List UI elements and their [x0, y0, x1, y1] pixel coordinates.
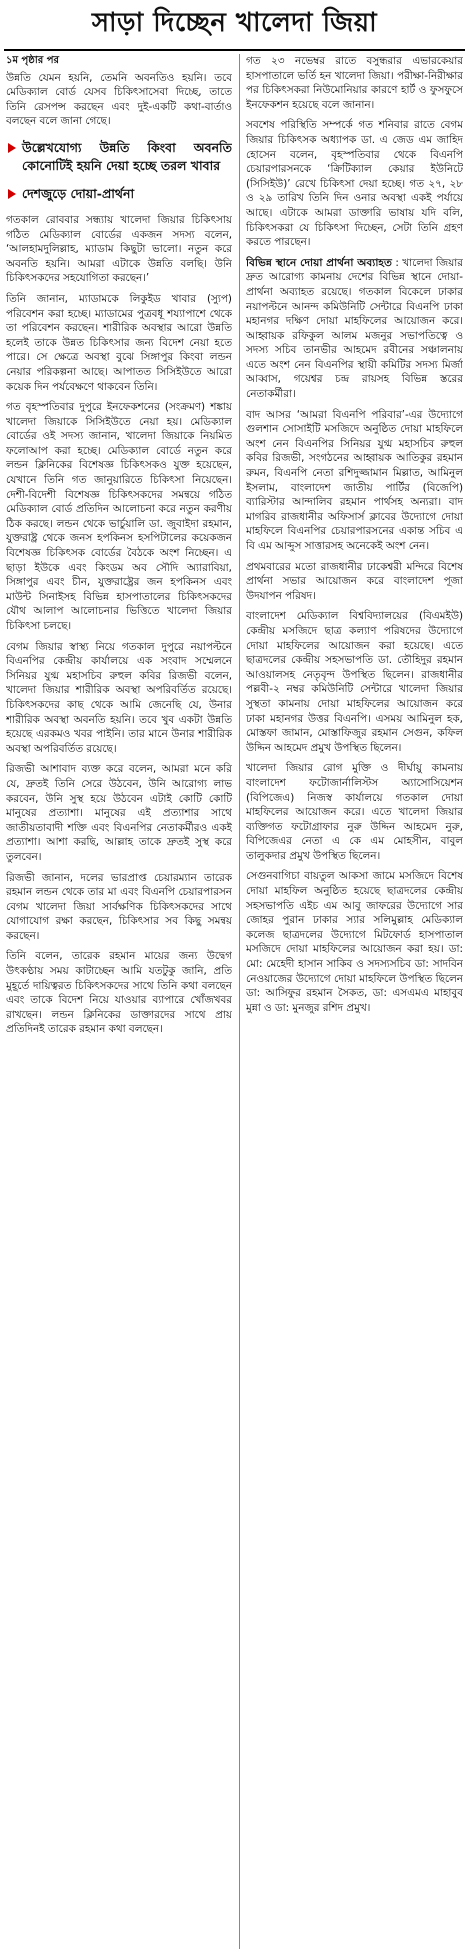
highlight-bullet: দেশজুড়ে দোয়া-প্রার্থনা [6, 185, 232, 203]
paragraph: গতকাল রোববার সন্ধ্যায় খালেদা জিয়ার চিকিৎসায় গঠিত মেডিক্যাল বোর্ডের একজন সদস্য বলেন, ‘আলহামদুলিল্লাহ, ম্যাডাম কিছুটা ভালো। নতুন করে অবনতি হয়নি। আমরা এটাকে উন্নতি বলছি। উনি চিকিৎসকদের সহযোগিতা করছেন।’ [6, 213, 232, 285]
paragraph: সেগুনবাগিচা বায়তুল আকসা জামে মসজিদে বিশেষ দোয়া মাহফিল অনুষ্ঠিত হয়েছে ছাত্রদলের কেন্দ্রীয় সহসভাপতি এইচ এম আবু জাফরের উদ্যোগে সার জোহর পুরান ঢাকার স্যার সলিমুল্লাহ মেডিক্যাল কলেজ ছাত্রদলের উদ্যোগে মিটফোর্ড হাসপাতাল মসজিদে দোয়া মাহফিলের আয়োজন করা হয়। ডা: মো: মেহেদী হাসান সাকিব ও সদস্যসচিব ডা: সাদবিন নেওয়াজের উদ্যোগে দোয়া মাহফিলে উপস্থিত ছিলেন ডা: আসিফুর রহমান সৈকত, ডা: এসএমএ মাহাবুব মুন্না ও ডা: মুনজুর রশিদ প্রমুখ। [246, 870, 463, 1014]
headline-rule [4, 49, 465, 51]
paragraph: প্রথমবারের মতো রাজধানীর ঢাকেশ্বরী মন্দিরে বিশেষ প্রার্থনা সভার আয়োজন করে বাংলাদেশ পূজা উদযাপন পরিষদ। [246, 560, 463, 602]
paragraph: গত ২৩ নভেম্বর রাতে বসুন্ধরার এভারকেয়ার হাসপাতালে ভর্তি হন খালেদা জিয়া। পরীক্ষা-নিরীক্ষার পর চিকিৎসকরা নিউমোনিয়ার কারণে হার্ট ও ফুসফুসে ইনফেকশন হয়েছে বলে জানান। [246, 55, 463, 111]
paragraph: তিনি জানান, ম্যাডামকে লিকুইড খাবার (স্যুপ) পরিবেশন করা হচ্ছে। ম্যাডামের পুত্রবধূ শয্যাপাশে থেকে তা পরিবেশন করছেন। শারীরিক অবস্থার আরো উন্নতি হলেই তাকে উন্নত চিকিৎসার জন্য বিদেশ নেয়া হতে পারে। সে ক্ষেত্রে অবস্থা বুঝে সিঙ্গাপুর কিংবা লন্ডন নেয়ার পরিকল্পনা আছে। আপাতত সিসিইউতে আরো কয়েক দিন পর্যবেক্ষণে থাকবেন তিনি। [6, 292, 232, 393]
paragraph: খালেদা জিয়ার রোগ মুক্তি ও দীর্ঘায়ু কামনায় বাংলাদেশ ফটোজার্নালিস্টস অ্যাসোসিয়েশন (বিপিজেএ) নিজস্ব কার্যালয়ে গতকাল দোয়া মাহফিলের আয়োজন করে। এতে খালেদা জিয়ার ব্যক্তিগত ফটোগ্রাফার নুরু উদ্দিন আহমেদ নুরু, বিপিজেএর নেতা এ কে এম মোহসীন, বাবুল তালুকদার প্রমুখ উপস্থিত ছিলেন। [246, 762, 463, 862]
paragraph: সবশেষ পরিস্থিতি সম্পর্কে গত শনিবার রাতে বেগম জিয়ার চিকিৎসক অধ্যাপক ডা. এ জেড এম জাহিদ হোসেন বলেন, বৃহস্পতিবার থেকে বিএনপি চেয়ারপারসনকে ‘ক্রিটিক্যাল কেয়ার ইউনিটে (সিসিইউ)’ রেখে চিকিৎসা দেয়া হচ্ছে। গত ২৭, ২৮ ও ২৯ তারিখ তিনি দিন ওনার অবস্থা একই পর্যায়ে আছে। এটাকে আমরা ডাক্তারি ভাষায় যদি বলি, চিকিৎসকরা যে চিকিৎসা দিচ্ছেন, সেটা তিনি গ্রহণ করতে পারছেন। [246, 119, 463, 249]
paragraph [246, 256, 463, 402]
paragraph-text: : খালেদা জিয়ার দ্রুত আরোগ্য কামনায় দেশের বিভিন্ন স্থানে দোয়া-প্রার্থনা অব্যাহত রয়েছে। গতকাল বিকেলে ঢাকার নয়াপল্টনে আনন্দ কমিউনিটি সেন্টারে বিএনপি ঢাকা মহানগর দক্ষিণ দোয়া মাহফিলের আয়োজন করে। আহ্বায়ক রফিকুল আলম মজনুর সভাপতিত্বে ও সদস্য সচিব তানভীর আহমেদ রবীনের সঞ্চালনায় এতে অংশ নেন বিএনপির স্থায়ী কমিটির সদস্য মির্জা আব্বাস, গয়েশ্বর চন্দ্র রায়সহ বিভিন্ন স্তরের নেতাকর্মীরা। [246, 256, 463, 401]
right-column [246, 54, 463, 1949]
paragraph: বেগম জিয়ার স্বাস্থ্য নিয়ে গতকাল দুপুরে নয়াপল্টনে বিএনপির কেন্দ্রীয় কার্যালয়ে এক সংবাদ সম্মেলনে সিনিয়র যুগ্ম মহাসচিব রুহুল কবির রিজভী বলেন, খালেদা জিয়ার শারীরিক অবস্থা অপরিবর্তিত রয়েছে। চিকিৎসকদের কাছ থেকে আমি জেনেছি যে, উনার শারীরিক অবস্থা অবনতি হয়নি। তবে খুব একটা উন্নতি হয়েছে এরকমও খবর পাইনি। তার মানে উনার শারীরিক অবস্থা অপরিবর্তিত রয়েছে। [6, 640, 232, 755]
paragraph: উন্নতি যেমন হয়নি, তেমনি অবনতিও হয়নি। তবে মেডিক্যাল বোর্ড যেসব চিকিৎসাসেবা দিচ্ছে, তাতে তিনি রেসপন্স করছেন এবং দুই-একটি কথা-বার্তাও বলছেন বলে জানা গেছে। [6, 71, 232, 128]
continued-label: ১ম পৃষ্ঠার পর [6, 55, 59, 66]
column-divider [239, 54, 240, 1949]
paragraph: রিজভী আশাবাদ ব্যক্ত করে বলেন, আমরা মনে করি যে, দ্রুতই তিনি সেরে উঠবেন, উনি আরোগ্য লাভ করবেন, উনি সুস্থ হয়ে উঠবেন এটাই কোটি কোটি মানুষের প্রত্যাশা। মানুষের এই প্রত্যাশার সাথে জাতীয়তাবাদী শক্তি এবং বিএনপির নেতাকর্মীরও একই প্রত্যাশা। আশা করছি, আল্লাহ তাকে দ্রুতই সুস্থ করে তুলবেন। [6, 763, 232, 863]
paragraph: গত বৃহস্পতিবার দুপুরে ইনফেকশনের (সংক্রমণ) শঙ্কায় খালেদা জিয়াকে সিসিইউতে নেয়া হয়। মেডিক্যাল বোর্ডের ওই সদস্য জানান, খালেদা জিয়াকে নিয়মিত ফলোআপ করা হচ্ছে। মেডিক্যাল বোর্ডে নতুন করে লন্ডন ক্লিনিকের বিশেষজ্ঞ চিকিৎসকও যুক্ত হয়েছেন, যেখানে তিনি গত জানুয়ারিতে চিকিৎসা নিয়েছেন। দেশী-বিদেশী বিশেষজ্ঞ চিকিৎসকদের সমন্বয়ে গঠিত মেডিক্যাল বোর্ড প্রতিদিন আলোচনা করে নতুন করণীয় ঠিক করছে। লন্ডন থেকে ভার্চুয়ালি ডা. জুবাইদা রহমান, যুক্তরাষ্ট্র থেকে জনস হপকিনস হসপিটালের কয়েকজন বিশেষজ্ঞ চিকিৎসক বোর্ডের বৈঠকে অংশ নিচ্ছেন। এ ছাড়া ইউকে এবং কিংডম অব সৌদি অ্যারাবিয়া, সিঙ্গাপুর এবং চীন, যুক্তরাষ্ট্রের জন হপকিনস এবং মাউন্ট সিনাইসহ বিভিন্ন হাসপাতালের চিকিৎসকদের যৌথ আলাপ আলোচনার ভিত্তিতে খালেদা জিয়ার চিকিৎসা চলছে। [6, 401, 232, 632]
left-column [6, 54, 232, 1949]
paragraph: বাংলাদেশ মেডিক্যাল বিশ্ববিদ্যালয়ের (বিএমইউ) কেন্দ্রীয় মসজিদে ছাত্র কল্যাণ পরিষদের উদ্যোগে দোয়া মাহফিলের আয়োজন করা হয়েছে। এতে ছাত্রদলের কেন্দ্রীয় সহসভাপতি ডা. তৌহিদুর রহমান আওয়ালসহ নেতৃবৃন্দ উপস্থিত ছিলেন। রাজধানীর পল্লবী-২ নম্বর কমিউনিটি সেন্টারে খালেদা জিয়ার সুস্থতা কামনায় দোয়া মাহফিলের আয়োজন করে ঢাকা মহানগর উত্তর বিএনপি। এসময় আমিনুল হক, মোস্তফা জামান, মোস্তাফিজুর রহমান সেগুন, কফিল উদ্দিন আহমেদ প্রমুখ উপস্থিত ছিলেন। [246, 610, 463, 754]
article-headline: সাড়া দিচ্ছেন খালেদা জিয়া [91, 8, 378, 38]
paragraph: রিজভী জানান, দলের ভারপ্রাপ্ত চেয়ারম্যান তারেক রহমান লন্ডন থেকে তার মা এবং বিএনপি চেয়ারপারসন বেগম খালেদা জিয়া সার্বক্ষণিক চিকিৎসকদের সাথে যোগাযোগ রক্ষা করছেন, চিকিৎসার সব কিছু সমন্বয় করছেন। [6, 871, 232, 942]
highlight-bullet: উল্লেখযোগ্য উন্নতি কিংবা অবনতি কোনোটিই হয়নি দেয়া হচ্ছে তরল খাবার [6, 139, 232, 175]
paragraph: তিনি বলেন, তারেক রহমান মায়ের জন্য উদ্বেগ উৎকণ্ঠায় সময় কাটাচ্ছেন আমি যতটুকু জানি, প্রতি মুহূর্তে দায়িত্বরত চিকিৎসকদের সাথে তিনি কথা বলছেন এবং তাকে বিদেশ নিয়ে যাওয়ার ব্যাপারে খোঁজখবর রাখছেন। লন্ডন ক্লিনিকের ডাক্তারদের সাথে প্রায় প্রতিদিনই তারেক রহমান কথা বলছেন। [6, 950, 232, 1036]
paragraph: বাদ আসর ‘আমরা বিএনপি পরিবার’-এর উদ্যোগে গুলশান সোসাইটি মসজিদে অনুষ্ঠিত দোয়া মাহফিলে অংশ নেন বিএনপির সিনিয়র যুগ্ম মহাসচিব রুহুল কবির রিজভী, সংগঠনের আহ্বায়ক আতিকুর রহমান রুমন, বিএনপি নেতা রশিদুজ্জামান মিল্লাত, আমিনুল ইসলাম, বাংলাদেশ জাতীয় পার্টির (বিজেপি) ব্যারিস্টার আন্দালিব রহমান পার্থসহ অন্যরা। বাদ মাগরিব রাজধানীর অফিসার্স ক্লাবের উদ্যোগে দোয়া মাহফিলে বিএনপির চেয়ারপারসনের একান্ত সচিব এ বি এম আব্দুস সাত্তারসহ অনেকেই অংশ নেন। [246, 408, 463, 552]
subheading: বিভিন্ন স্থানে দোয়া প্রার্থনা অব্যাহত [246, 256, 392, 269]
